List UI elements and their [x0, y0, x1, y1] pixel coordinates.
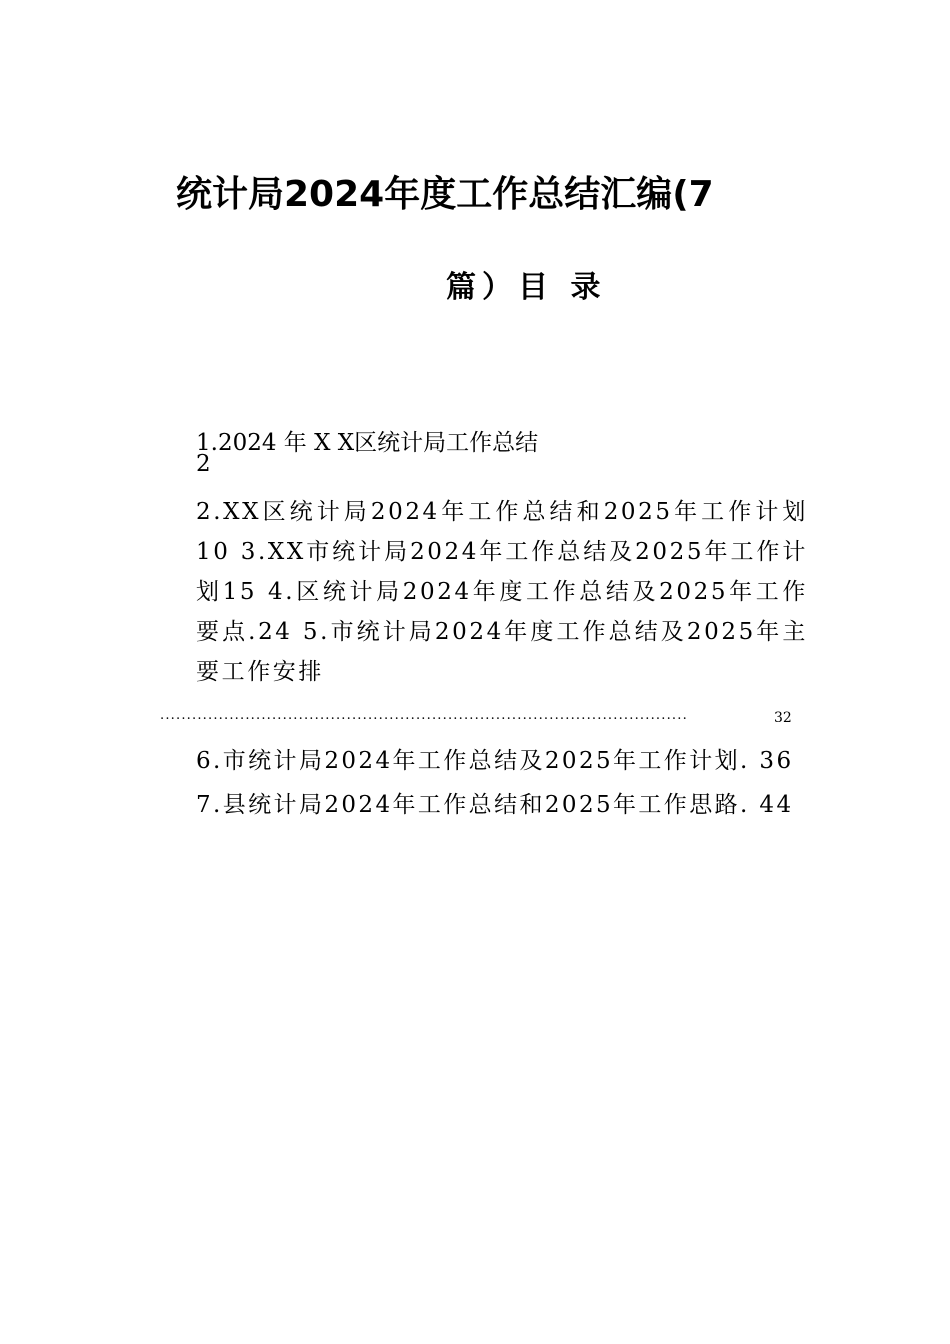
toc-entry-1-page: 2: [196, 451, 211, 477]
toc-entry-7: 7.县统计局2024年工作总结和2025年工作思路. 44: [196, 792, 794, 818]
document-title-continued: 篇）目 录: [446, 270, 607, 305]
toc-entry-1: 1.2024 年 X X区统计局工作总结: [196, 430, 539, 456]
document-title: 统计局2024年度工作总结汇编(7: [176, 174, 714, 215]
toc-entry-6: 6.市统计局2024年工作总结及2025年工作计划. 36: [196, 748, 794, 774]
toc-entry-5-page: 32: [774, 710, 792, 726]
toc-entries-2-5: 2.XX区统计局2024年工作总结和2025年工作计划10 3.XX市统计局2024年工作总结及2025年工作计划15 4.区统计局2024年度工作总结及2025年工作要点.24 5.市统计局2024年度工作总结及2025年主要工作安排: [196, 499, 808, 685]
toc-leader-dots: ...................................................................................................: [160, 708, 688, 723]
